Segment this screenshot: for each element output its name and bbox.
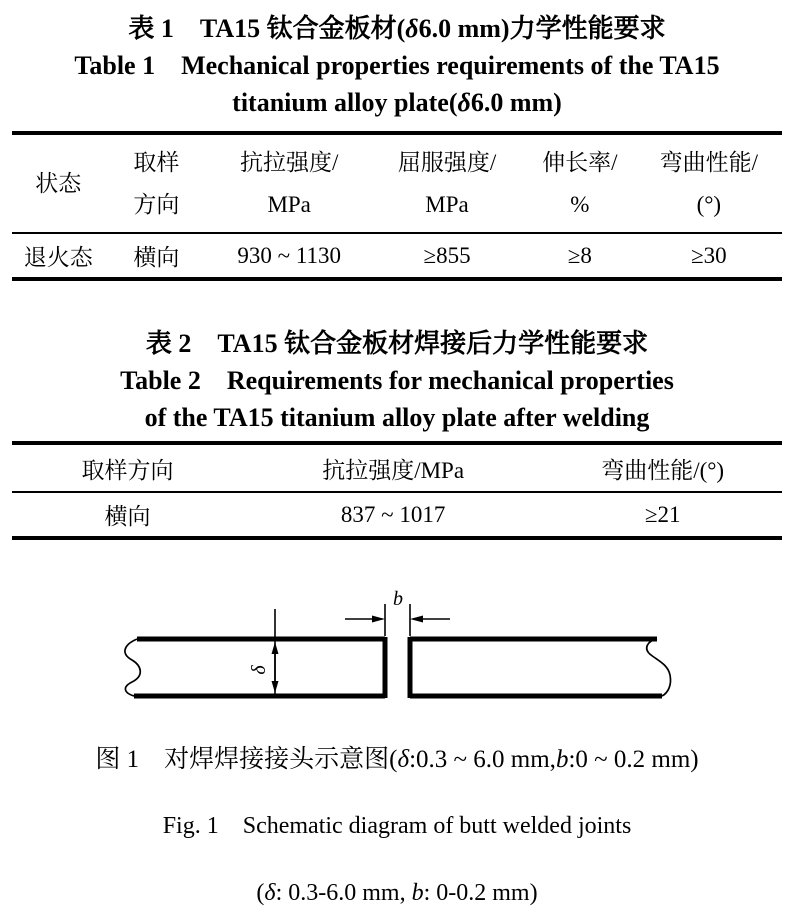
header-text: 取样 (133, 149, 180, 175)
table1-title-en2-pre: titanium alloy plate( (232, 88, 458, 117)
table2-header-bending: 弯曲性能/(°) (601, 457, 725, 483)
table1-data-row (12, 233, 782, 279)
table2-title-en-line2: of the TA15 titanium alloy plate after welding (144, 403, 650, 432)
caption-en2-pre: ( (256, 880, 265, 906)
delta-arrow-down (272, 681, 279, 693)
delta-label: δ (248, 665, 270, 675)
table1-title-en-line1: Table 1 Mechanical properties requirements of the TA15 (74, 51, 720, 80)
header-text: MPa (425, 191, 469, 217)
table2-header-sampling-direction: 取样方向 (81, 457, 174, 483)
header-text: MPa (267, 191, 311, 217)
caption-zh-pre: 图 1 对焊焊接接头示意图( (95, 746, 398, 773)
butt-weld-diagram (117, 588, 677, 707)
b-symbol: b (411, 880, 424, 906)
table1-header-elongation (524, 133, 636, 233)
table2-cell-direction: 横向 (104, 504, 151, 529)
header-text: 伸长率/ (542, 149, 618, 175)
header-text: (°) (696, 191, 722, 217)
left-plate-break-line (125, 639, 140, 696)
table1-header-state (12, 133, 104, 233)
table1-cell-yield: ≥855 (423, 242, 471, 268)
table2-cell-tensile: 837 ~ 1017 (340, 501, 446, 527)
table2-data-row (12, 492, 782, 538)
figure1-caption-en-line1: Fig. 1 Schematic diagram of butt welded joints (162, 813, 632, 839)
table1-header-yield-strength (370, 133, 524, 233)
b-label: b (393, 588, 403, 610)
b-symbol: b (555, 746, 569, 773)
figure1 (0, 588, 794, 712)
table2-cell-bending: ≥21 (644, 501, 681, 527)
table1-title-en2-post: 6.0 mm) (470, 88, 562, 117)
figure1-caption-en-line2 (0, 874, 794, 913)
header-text: 屈服强度/ (397, 149, 497, 175)
header-text: 弯曲性能/ (659, 149, 759, 175)
delta-arrow-up (272, 642, 279, 654)
header-text: 抗拉强度/ (239, 149, 339, 175)
header-text: 方向 (133, 191, 180, 217)
table1-cell-direction: 横向 (133, 245, 180, 270)
table1-header-row (12, 133, 782, 233)
caption-en2-mid: : 0.3-6.0 mm, (275, 880, 412, 906)
header-text: 状态 (35, 170, 82, 196)
caption-zh-mid: :0.3 ~ 6.0 mm, (409, 746, 556, 773)
table1-header-bending (636, 133, 782, 233)
delta-symbol: δ (397, 746, 410, 773)
table1-title-zh-pre: 表 1 TA15 钛合金板材( (128, 14, 406, 43)
right-plate-break-line (647, 639, 671, 696)
table2-title-en-line1: Table 2 Requirements for mechanical properties (120, 366, 674, 395)
table2-title-zh: 表 2 TA15 钛合金板材焊接后力学性能要求 (145, 329, 649, 358)
delta-symbol: δ (405, 14, 419, 43)
table1-cell-bending: ≥30 (691, 242, 727, 268)
delta-symbol: δ (264, 880, 276, 906)
table1-cell-state: 退火态 (23, 245, 93, 270)
table1-cell-tensile: 930 ~ 1130 (237, 242, 341, 268)
figure1-caption-zh (0, 740, 794, 779)
table1-cell-elongation: ≥8 (567, 242, 592, 268)
caption-zh-post: :0 ~ 0.2 mm) (568, 746, 699, 773)
delta-symbol: δ (457, 88, 471, 117)
table1-title-en-line2 (0, 84, 794, 121)
table2-header-row (12, 443, 782, 492)
table2-header-tensile-strength: 抗拉强度/MPa (322, 457, 465, 483)
table1-header-sampling-direction (104, 133, 208, 233)
caption-en2-post: : 0-0.2 mm) (423, 880, 538, 906)
b-arrow-left-head (372, 616, 385, 623)
table1-title-zh (0, 0, 794, 47)
table1-header-tensile-strength (208, 133, 370, 233)
table1 (12, 131, 782, 281)
table2 (12, 441, 782, 540)
table1-title-zh-post: 6.0 mm)力学性能要求 (418, 14, 666, 43)
header-text: % (570, 191, 590, 217)
b-arrow-right-head (410, 616, 423, 623)
